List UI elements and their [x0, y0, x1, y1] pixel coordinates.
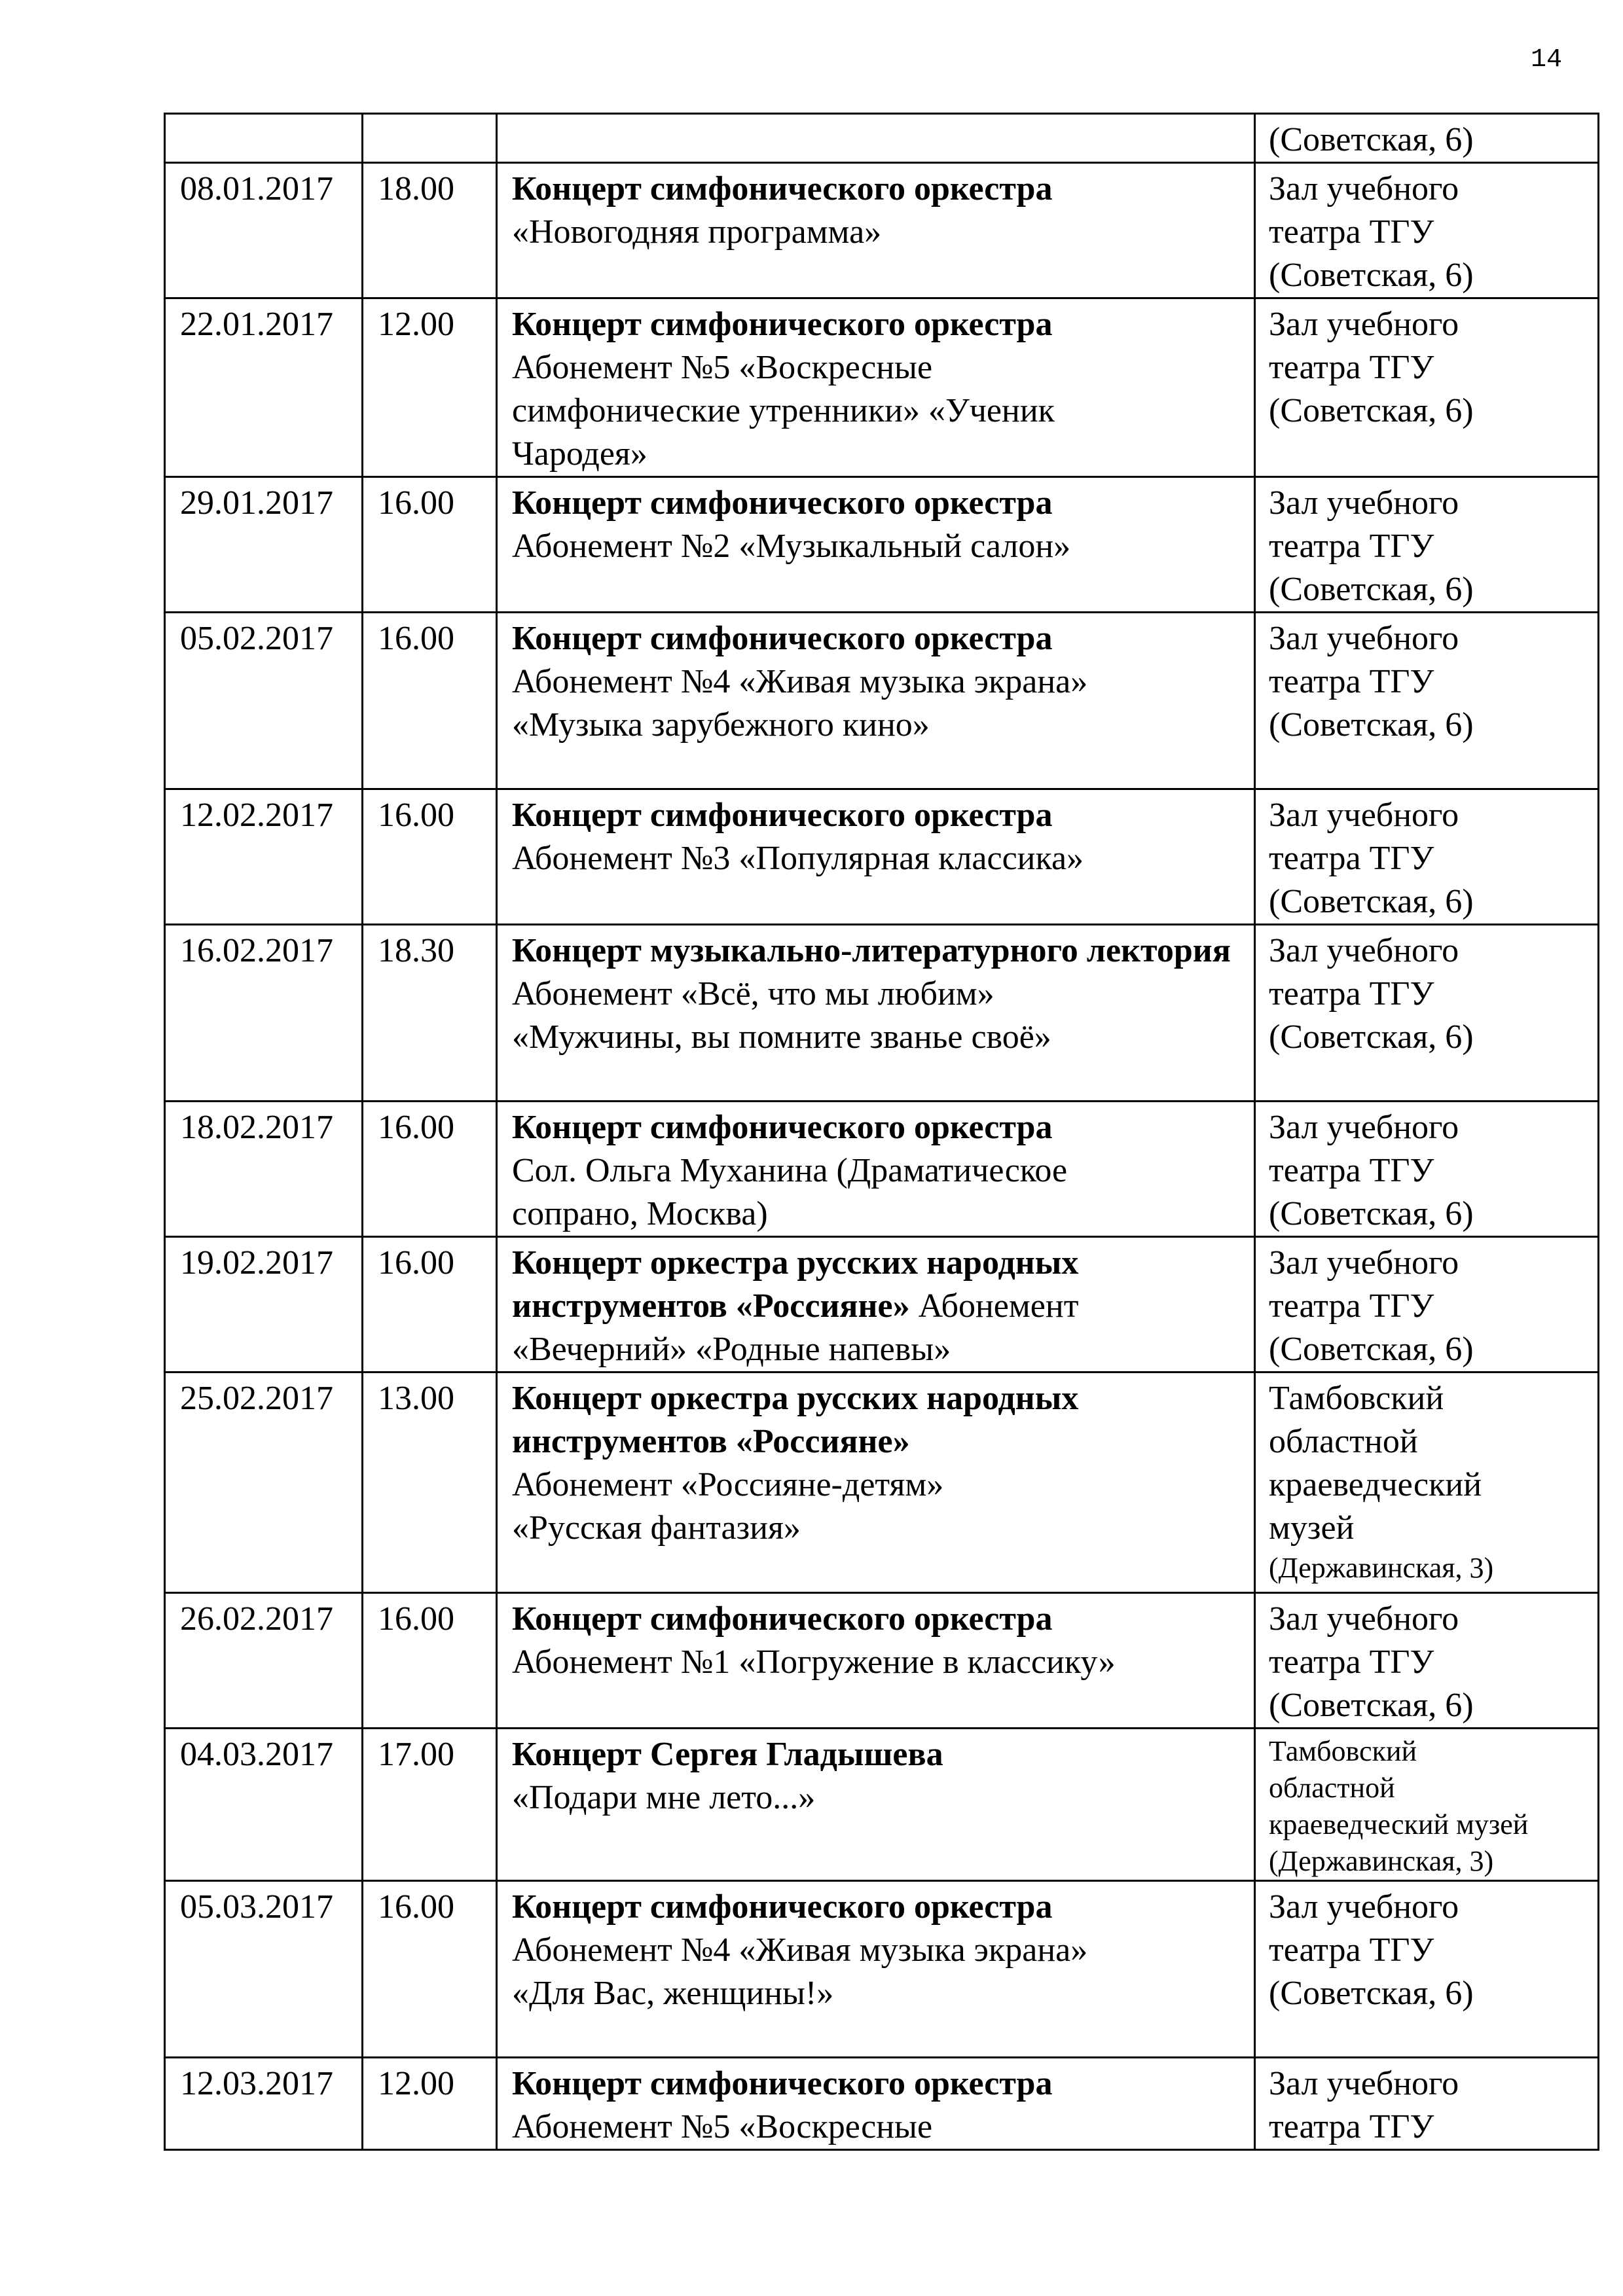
- concert-schedule-table: [164, 113, 1599, 2151]
- event-desc-line: «Для Вас, женщины!»: [512, 1975, 834, 2012]
- event-date: 25.02.2017: [165, 1372, 363, 1593]
- venue-line: театра ТГУ: [1269, 349, 1434, 386]
- venue-line-small: Тамбовский: [1269, 1735, 1417, 1767]
- event-desc-line: Абонемент №3 «Популярная классика»: [512, 840, 1084, 877]
- event-description: [497, 298, 1255, 477]
- event-desc-line: Абонемент №1 «Погружение в классику»: [512, 1643, 1116, 1681]
- event-venue: [1255, 1372, 1599, 1593]
- event-date: 05.03.2017: [165, 1881, 363, 2058]
- venue-line: (Советская, 6): [1269, 571, 1474, 608]
- event-desc-line: Сол. Ольга Муханина (Драматическое: [512, 1152, 1068, 1189]
- event-time: 12.00: [363, 2058, 497, 2150]
- event-desc-line: Абонемент №4 «Живая музыка экрана»: [512, 1931, 1088, 1969]
- schedule-row: [165, 298, 1599, 477]
- venue-line: Зал учебного: [1269, 1600, 1459, 1638]
- event-description: [497, 613, 1255, 789]
- event-date: [165, 114, 363, 163]
- event-date: 26.02.2017: [165, 1593, 363, 1729]
- event-desc-line: Абонемент №2 «Музыкальный салон»: [512, 528, 1071, 565]
- event-desc-line: Абонемент «Россияне-детям»: [512, 1466, 944, 1503]
- event-title: Концерт симфонического оркестра: [512, 1600, 1053, 1638]
- event-time: 18.30: [363, 925, 497, 1102]
- venue-line: театра ТГУ: [1269, 663, 1434, 700]
- venue-line: театра ТГУ: [1269, 1287, 1434, 1325]
- venue-line: (Советская, 6): [1269, 1687, 1474, 1724]
- event-desc-line: Абонемент «Всё, что мы любим»: [512, 975, 994, 1013]
- event-time: 16.00: [363, 1237, 497, 1372]
- event-venue: [1255, 613, 1599, 789]
- venue-line: театра ТГУ: [1269, 975, 1434, 1013]
- venue-line: Зал учебного: [1269, 2065, 1459, 2102]
- event-date: 19.02.2017: [165, 1237, 363, 1372]
- schedule-row: [165, 163, 1599, 298]
- event-date: 22.01.2017: [165, 298, 363, 477]
- schedule-row: [165, 2058, 1599, 2150]
- event-venue: [1255, 789, 1599, 925]
- schedule-row: [165, 1729, 1599, 1881]
- event-description: [497, 2058, 1255, 2150]
- event-time: 18.00: [363, 163, 497, 298]
- event-description: [497, 114, 1255, 163]
- venue-line: (Советская, 6): [1269, 392, 1474, 429]
- schedule-row: [165, 1593, 1599, 1729]
- event-desc-line: «Новогодняя программа»: [512, 213, 882, 251]
- schedule-row: [165, 1372, 1599, 1593]
- venue-line: театра ТГУ: [1269, 840, 1434, 877]
- venue-line: Зал учебного: [1269, 797, 1459, 834]
- venue-line: Зал учебного: [1269, 484, 1459, 522]
- event-time: 16.00: [363, 613, 497, 789]
- venue-line: Зал учебного: [1269, 306, 1459, 343]
- event-time: 16.00: [363, 1593, 497, 1729]
- event-date: 08.01.2017: [165, 163, 363, 298]
- event-time: [363, 114, 497, 163]
- event-desc-line: симфонические утренники» «Ученик: [512, 392, 1055, 429]
- event-date: 18.02.2017: [165, 1102, 363, 1237]
- venue-line: Зал учебного: [1269, 1109, 1459, 1146]
- event-time: 16.00: [363, 1102, 497, 1237]
- event-venue: [1255, 298, 1599, 477]
- venue-address: (Советская, 6): [1269, 121, 1474, 158]
- venue-line-small: областной: [1269, 1772, 1395, 1804]
- venue-line: (Советская, 6): [1269, 1195, 1474, 1232]
- venue-line: (Советская, 6): [1269, 706, 1474, 744]
- event-title: Концерт оркестра русских народных инструментов «Россияне»: [512, 1244, 1079, 1325]
- schedule-row: [165, 114, 1599, 163]
- event-venue: [1255, 1237, 1599, 1372]
- schedule-row: [165, 477, 1599, 613]
- event-venue: [1255, 1593, 1599, 1729]
- event-title: Концерт симфонического оркестра: [512, 1109, 1053, 1146]
- event-date: 16.02.2017: [165, 925, 363, 1102]
- schedule-row: [165, 1102, 1599, 1237]
- venue-line: краеведческий: [1269, 1466, 1482, 1503]
- event-description: [497, 477, 1255, 613]
- venue-line: театра ТГУ: [1269, 528, 1434, 565]
- event-date: 05.02.2017: [165, 613, 363, 789]
- schedule-row: [165, 1881, 1599, 2058]
- event-title: Концерт симфонического оркестра: [512, 484, 1053, 522]
- venue-line: Зал учебного: [1269, 1888, 1459, 1926]
- event-time: 12.00: [363, 298, 497, 477]
- event-venue: [1255, 477, 1599, 613]
- venue-line: Зал учебного: [1269, 620, 1459, 657]
- event-description: [497, 789, 1255, 925]
- venue-line-small: краеведческий музей: [1269, 1808, 1529, 1840]
- event-desc-line: Чародея»: [512, 435, 647, 473]
- venue-line: театра ТГУ: [1269, 1931, 1434, 1969]
- event-date: 04.03.2017: [165, 1729, 363, 1881]
- venue-line: театра ТГУ: [1269, 213, 1434, 251]
- event-description: [497, 1881, 1255, 2058]
- venue-line: (Советская, 6): [1269, 883, 1474, 920]
- schedule-row: [165, 1237, 1599, 1372]
- event-title: Концерт симфонического оркестра: [512, 797, 1053, 834]
- schedule-row: [165, 789, 1599, 925]
- event-venue: [1255, 1102, 1599, 1237]
- venue-line: (Советская, 6): [1269, 1975, 1474, 2012]
- event-venue: [1255, 2058, 1599, 2150]
- event-description: [497, 925, 1255, 1102]
- event-description: [497, 163, 1255, 298]
- venue-line: театра ТГУ: [1269, 2108, 1434, 2145]
- event-title: Концерт музыкально-литературного лектория: [512, 932, 1231, 969]
- event-desc-line: «Вечерний» «Родные напевы»: [512, 1331, 951, 1368]
- venue-line-small: (Державинская, 3): [1269, 1845, 1494, 1877]
- event-desc-line: «Музыка зарубежного кино»: [512, 706, 930, 744]
- venue-line: театра ТГУ: [1269, 1643, 1434, 1681]
- event-venue: [1255, 1729, 1599, 1881]
- venue-line: театра ТГУ: [1269, 1152, 1434, 1189]
- event-desc-line: Абонемент №5 «Воскресные: [512, 2108, 933, 2145]
- venue-line: Зал учебного: [1269, 1244, 1459, 1282]
- page-number: 14: [1531, 45, 1563, 75]
- event-title: Концерт оркестра русских народных инструментов «Россияне»: [512, 1380, 1079, 1460]
- event-desc-line: «Русская фантазия»: [512, 1509, 801, 1547]
- event-desc-line: Абонемент №4 «Живая музыка экрана»: [512, 663, 1088, 700]
- event-description: [497, 1729, 1255, 1881]
- event-desc-line: «Подари мне лето...»: [512, 1779, 816, 1816]
- venue-line: (Советская, 6): [1269, 1018, 1474, 1056]
- event-date: 29.01.2017: [165, 477, 363, 613]
- event-time: 17.00: [363, 1729, 497, 1881]
- schedule-body: [165, 114, 1599, 2150]
- event-title: Концерт симфонического оркестра: [512, 1888, 1053, 1926]
- event-description: [497, 1593, 1255, 1729]
- event-venue: [1255, 114, 1599, 163]
- venue-line: областной: [1269, 1423, 1418, 1460]
- schedule-row: [165, 925, 1599, 1102]
- event-venue: [1255, 925, 1599, 1102]
- event-title: Концерт симфонического оркестра: [512, 306, 1053, 343]
- venue-line: (Советская, 6): [1269, 1331, 1474, 1368]
- event-time: 16.00: [363, 789, 497, 925]
- event-description: [497, 1372, 1255, 1593]
- event-time: 13.00: [363, 1372, 497, 1593]
- venue-line: музей: [1269, 1509, 1355, 1547]
- venue-line: Тамбовский: [1269, 1380, 1444, 1417]
- venue-line: (Советская, 6): [1269, 257, 1474, 294]
- event-title: Концерт Сергея Гладышева: [512, 1736, 943, 1773]
- event-desc-line: «Мужчины, вы помните званье своё»: [512, 1018, 1051, 1056]
- event-venue: [1255, 163, 1599, 298]
- event-date: 12.03.2017: [165, 2058, 363, 2150]
- event-title: Концерт симфонического оркестра: [512, 170, 1053, 207]
- venue-line: Зал учебного: [1269, 932, 1459, 969]
- event-time: 16.00: [363, 1881, 497, 2058]
- event-description: [497, 1102, 1255, 1237]
- event-time: 16.00: [363, 477, 497, 613]
- event-desc-line: Абонемент №5 «Воскресные: [512, 349, 933, 386]
- event-title: Концерт симфонического оркестра: [512, 2065, 1053, 2102]
- event-venue: [1255, 1881, 1599, 2058]
- event-date: 12.02.2017: [165, 789, 363, 925]
- schedule-row: [165, 613, 1599, 789]
- event-title-suffix: Абонемент: [909, 1287, 1079, 1325]
- event-title: Концерт симфонического оркестра: [512, 620, 1053, 657]
- event-desc-line: сопрано, Москва): [512, 1195, 768, 1232]
- event-description: [497, 1237, 1255, 1372]
- venue-address: (Державинская, 3): [1269, 1552, 1494, 1584]
- venue-line: Зал учебного: [1269, 170, 1459, 207]
